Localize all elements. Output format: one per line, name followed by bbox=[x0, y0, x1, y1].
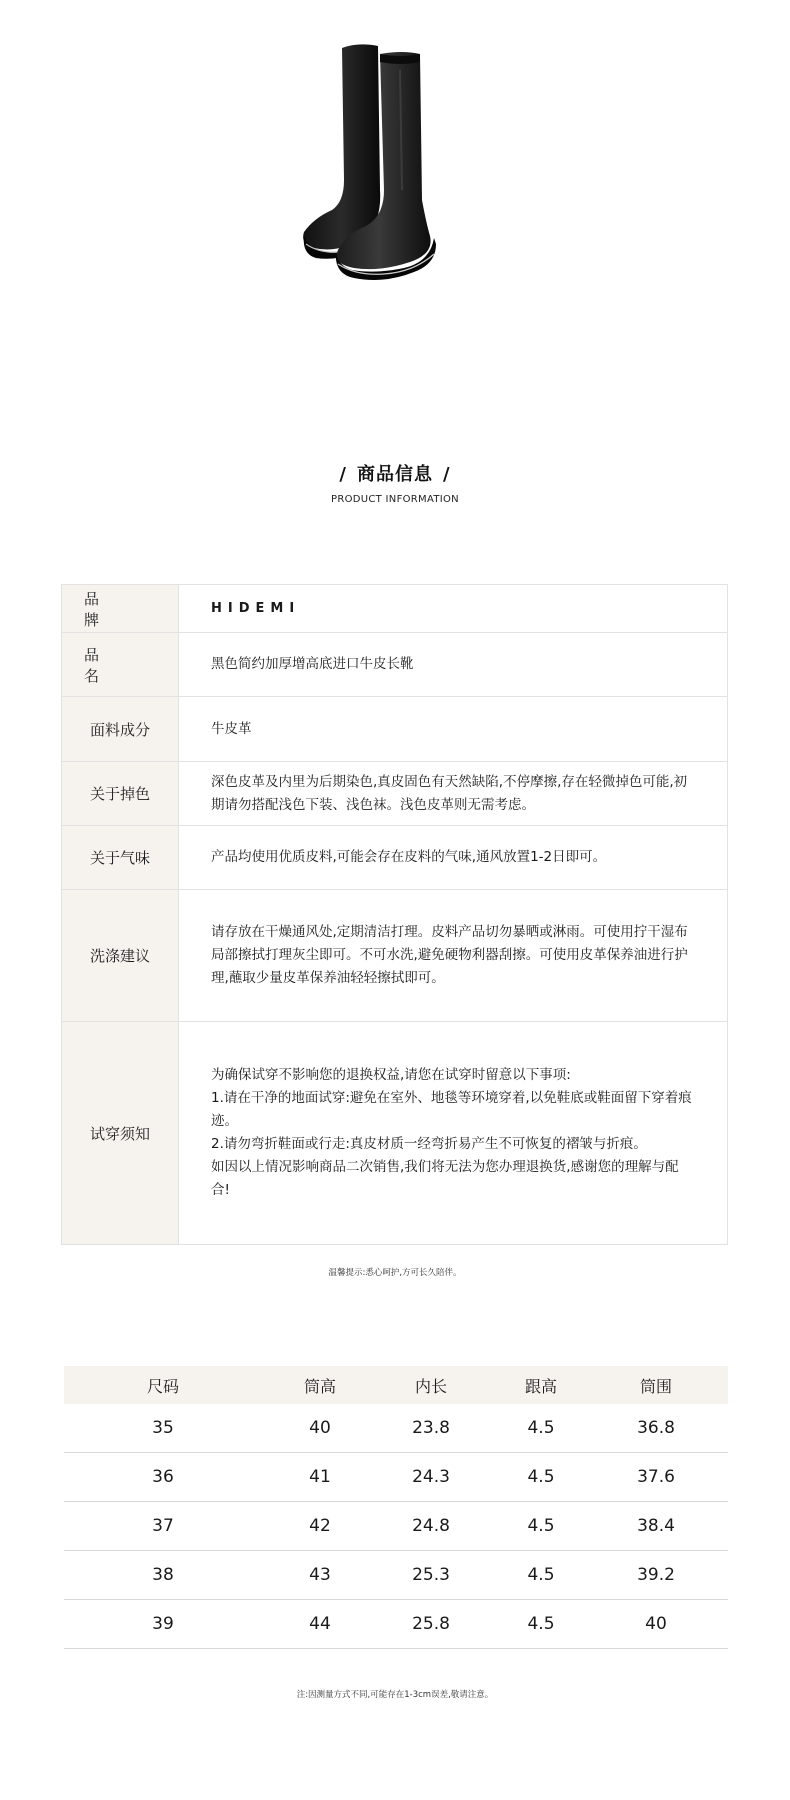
table-row bbox=[64, 1600, 728, 1649]
name-value: 黑色简约加厚增高底进口牛皮长靴 bbox=[211, 656, 414, 672]
table-cell: 36.8 bbox=[637, 1418, 675, 1438]
measurement-note: 注:因测量方式不同,可能存在1-3cm误差,敬请注意。 bbox=[296, 1690, 494, 1700]
table-row bbox=[64, 1502, 728, 1551]
tryon-line: 为确保试穿不影响您的退换权益,请您在试穿时留意以下事项: bbox=[211, 1067, 571, 1083]
table-cell: 4.5 bbox=[527, 1467, 555, 1487]
fade-value: 深色皮革及内里为后期染色,真皮固色有天然缺陷,不停摩擦,存在轻微掉色可能,初期请勿搭配浅色下装、浅色袜。浅色皮革则无需考虑。 bbox=[211, 773, 688, 813]
info-row-odor bbox=[62, 826, 727, 890]
size-table-header bbox=[64, 1366, 728, 1404]
brand-label: 品 牌 bbox=[62, 585, 179, 632]
tryon-line: 如因以上情况影响商品二次销售,我们将无法为您办理退换货,感谢您的理解与配合! bbox=[211, 1159, 679, 1198]
material-value: 牛皮革 bbox=[211, 720, 252, 737]
table-cell: 43 bbox=[309, 1565, 331, 1585]
tryon-line: 2.请勿弯折鞋面或行走:真皮材质一经弯折易产生不可恢复的褶皱与折痕。 bbox=[211, 1136, 647, 1152]
tryon-value bbox=[179, 1022, 727, 1244]
info-row-brand bbox=[62, 585, 727, 633]
title-text-cn: 商品信息 bbox=[357, 464, 433, 485]
odor-value: 产品均使用优质皮料,可能会存在皮料的气味,通风放置1-2日即可。 bbox=[211, 849, 607, 865]
title-slash-left: / bbox=[339, 464, 347, 485]
table-cell: 24.3 bbox=[412, 1467, 450, 1487]
care-label: 洗涤建议 bbox=[62, 890, 179, 1021]
tryon-lines bbox=[211, 1064, 695, 1202]
table-cell: 38 bbox=[152, 1565, 174, 1585]
table-cell: 4.5 bbox=[527, 1516, 555, 1536]
table-cell: 42 bbox=[309, 1516, 331, 1536]
size-table bbox=[64, 1366, 728, 1649]
care-tip-note: 温馨提示:悉心呵护,方可长久陪伴。 bbox=[328, 1268, 462, 1278]
table-cell: 40 bbox=[645, 1614, 667, 1634]
table-cell: 25.8 bbox=[412, 1614, 450, 1634]
tryon-line: 1.请在干净的地面试穿:避免在室外、地毯等环境穿着,以免鞋底或鞋面留下穿着痕迹。 bbox=[211, 1090, 692, 1129]
info-row-fade bbox=[62, 762, 727, 826]
fade-label: 关于掉色 bbox=[62, 762, 179, 825]
product-boot-image bbox=[280, 40, 470, 300]
info-row-care bbox=[62, 890, 727, 1022]
table-cell: 23.8 bbox=[412, 1418, 450, 1438]
title-slash-right: / bbox=[443, 464, 451, 485]
tryon-label: 试穿须知 bbox=[62, 1022, 179, 1244]
info-row-tryon bbox=[62, 1022, 727, 1244]
table-cell: 40 bbox=[309, 1418, 331, 1438]
care-value: 请存放在干燥通风处,定期清洁打理。皮料产品切勿暴晒或淋雨。可使用拧干湿布局部擦拭打理灰尘即可。不可水洗,避免硬物利器刮擦。可使用皮革保养油进行护理,蘸取少量皮革保养油轻轻擦拭即可。 bbox=[211, 924, 688, 986]
header-heel-height: 跟高 bbox=[524, 1376, 557, 1396]
table-cell: 39 bbox=[152, 1614, 174, 1634]
table-cell: 4.5 bbox=[527, 1418, 555, 1438]
table-cell: 37.6 bbox=[637, 1467, 675, 1487]
table-cell: 4.5 bbox=[527, 1565, 555, 1585]
header-shaft-circumference: 筒围 bbox=[639, 1376, 672, 1396]
odor-label: 关于气味 bbox=[62, 826, 179, 889]
table-cell: 39.2 bbox=[637, 1565, 675, 1585]
info-row-name bbox=[62, 633, 727, 697]
material-label: 面料成分 bbox=[62, 697, 179, 761]
product-info-table bbox=[61, 584, 728, 1245]
table-cell: 24.8 bbox=[412, 1516, 450, 1536]
table-row bbox=[64, 1453, 728, 1502]
table-cell: 35 bbox=[152, 1418, 174, 1438]
table-row bbox=[64, 1404, 728, 1453]
section-title bbox=[0, 460, 790, 505]
table-cell: 36 bbox=[152, 1467, 174, 1487]
section-title-en: PRODUCT INFORMATION bbox=[331, 494, 459, 505]
header-shaft-height: 筒高 bbox=[303, 1376, 336, 1396]
table-row bbox=[64, 1551, 728, 1600]
info-row-material bbox=[62, 697, 727, 762]
table-cell: 38.4 bbox=[637, 1516, 675, 1536]
table-cell: 44 bbox=[309, 1614, 331, 1634]
table-cell: 25.3 bbox=[412, 1565, 450, 1585]
brand-value: HIDEMI bbox=[211, 601, 301, 616]
name-label: 品 名 bbox=[62, 633, 179, 696]
table-cell: 37 bbox=[152, 1516, 174, 1536]
section-title-cn bbox=[0, 460, 790, 486]
table-cell: 41 bbox=[309, 1467, 331, 1487]
header-size: 尺码 bbox=[146, 1376, 179, 1396]
header-inner-length: 内长 bbox=[414, 1376, 447, 1396]
table-cell: 4.5 bbox=[527, 1614, 555, 1634]
